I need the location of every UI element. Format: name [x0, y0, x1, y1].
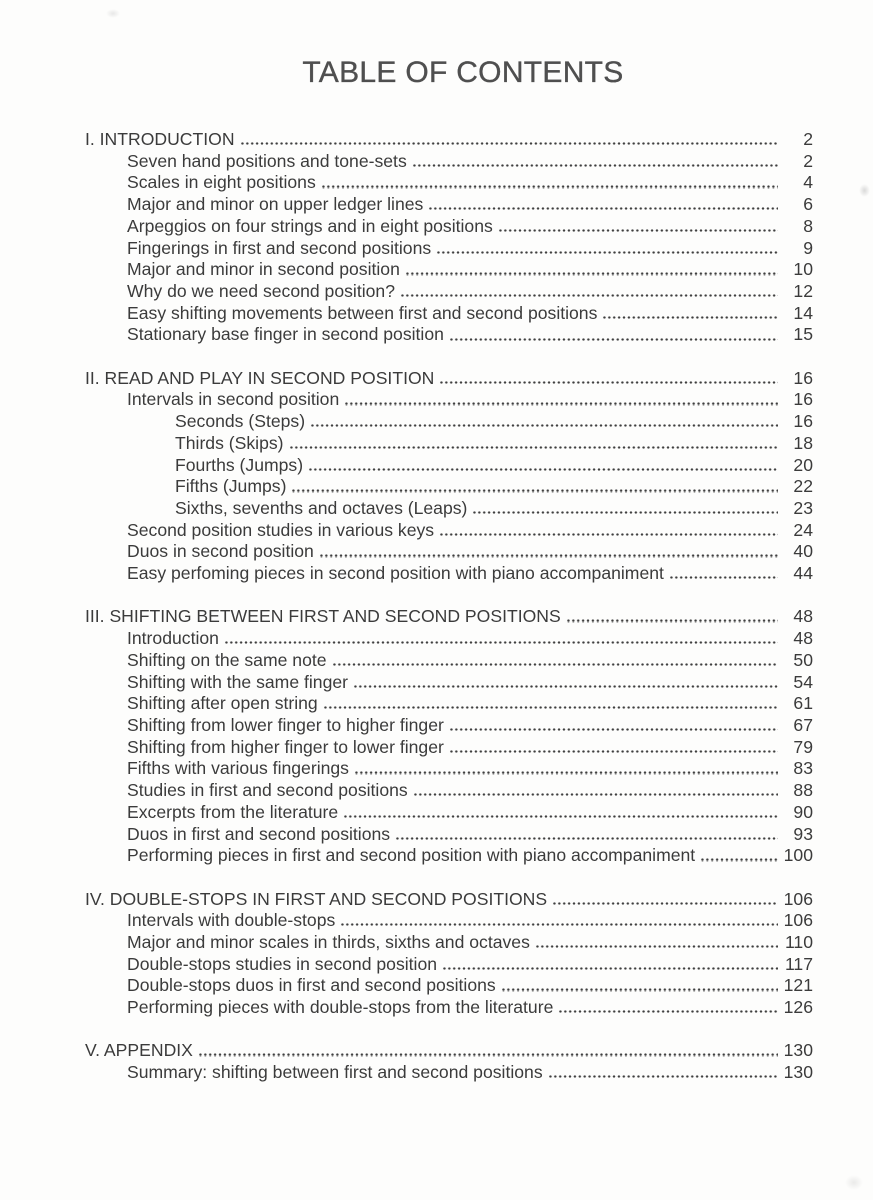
toc-entry-label: Shifting with the same finger: [127, 671, 349, 692]
toc-entry-page-number: 2: [803, 150, 813, 171]
dot-leader: [449, 750, 778, 753]
toc-entry-page-number: 88: [793, 780, 813, 801]
dot-leader: [442, 967, 778, 970]
toc-entry: [85, 476, 813, 498]
dot-leader: [198, 1053, 778, 1056]
toc-entry-page-number: 12: [793, 281, 813, 302]
toc-section-heading-label: II. READ AND PLAY IN SECOND POSITION: [85, 367, 435, 388]
dot-leader: [449, 338, 778, 341]
toc-entry: [85, 520, 813, 542]
toc-entry: [85, 672, 813, 694]
dot-leader: [535, 945, 778, 948]
toc-entry-page-number: 15: [793, 324, 813, 345]
toc-entry-label: Excerpts from the literature: [127, 801, 339, 822]
dot-leader: [602, 316, 778, 319]
dot-leader: [353, 685, 778, 688]
dot-leader: [548, 1075, 778, 1078]
toc-entry-label: Double-stops duos in first and second positions: [127, 975, 496, 996]
dot-leader: [669, 576, 778, 579]
toc-entry: [85, 628, 813, 650]
toc-entry-page-number: 4: [803, 172, 813, 193]
dot-leader: [343, 815, 778, 818]
dot-leader: [321, 185, 778, 188]
toc-entry: [85, 845, 813, 867]
toc-entry-page-number: 6: [803, 194, 813, 215]
toc-entry: [85, 932, 813, 954]
dot-leader: [700, 858, 778, 861]
toc-entry-page-number: 20: [793, 454, 813, 475]
toc-entry: [85, 954, 813, 976]
toc-entry-label: Intervals in second position: [127, 389, 340, 410]
dot-leader: [340, 923, 778, 926]
toc-entry: [85, 758, 813, 780]
dot-leader: [413, 793, 778, 796]
toc-section-heading-label: V. APPENDIX: [85, 1040, 193, 1061]
toc-entry-page-number: 100: [783, 845, 813, 866]
dot-leader: [308, 468, 778, 471]
dot-leader: [412, 164, 778, 167]
toc-entry-page-number: 18: [793, 432, 813, 453]
toc-entry-label: Why do we need second position?: [127, 281, 395, 302]
dot-leader: [428, 207, 778, 210]
toc-entry: [85, 997, 813, 1019]
dot-leader: [323, 706, 778, 709]
toc-entry-page-number: 40: [793, 541, 813, 562]
toc-entry: [85, 737, 813, 759]
toc-entry-page-number: 16: [793, 389, 813, 410]
toc-entry-page-number: 10: [793, 259, 813, 280]
toc-entry: [85, 389, 813, 411]
toc-entry: [85, 433, 813, 455]
toc-entry-label: Shifting on the same note: [127, 649, 327, 670]
toc-entry: [85, 650, 813, 672]
toc-entry: [85, 693, 813, 715]
toc-section: [85, 606, 813, 867]
dot-leader: [439, 381, 778, 384]
toc-entry-page-number: 16: [793, 411, 813, 432]
toc-list: [85, 129, 813, 1084]
dot-leader: [449, 728, 778, 731]
dot-leader: [240, 142, 778, 145]
toc-section-heading-label: IV. DOUBLE-STOPS IN FIRST AND SECOND POSITIONS: [85, 888, 548, 909]
toc-entry-label: Thirds (Skips): [175, 432, 284, 453]
toc-entry-label: Duos in second position: [127, 541, 314, 562]
dot-leader: [319, 554, 778, 557]
toc-entry: [85, 910, 813, 932]
toc-section-heading-page-number: 130: [783, 1040, 813, 1061]
toc-entry-page-number: 48: [793, 628, 813, 649]
toc-entry-page-number: 61: [793, 693, 813, 714]
dot-leader: [224, 641, 778, 644]
toc-entry: [85, 802, 813, 824]
dot-leader: [344, 402, 778, 405]
toc-entry: [85, 975, 813, 997]
toc-entry-page-number: 54: [793, 671, 813, 692]
toc-entry: [85, 715, 813, 737]
toc-entry-label: Performing pieces in first and second position with piano accompaniment: [127, 845, 696, 866]
toc-section-heading: [85, 1040, 813, 1062]
toc-entry-label: Stationary base finger in second position: [127, 324, 444, 345]
toc-entry: [85, 824, 813, 846]
toc-entry: [85, 238, 813, 260]
dot-leader: [436, 251, 778, 254]
toc-entry: [85, 172, 813, 194]
scan-artifact: [106, 9, 120, 18]
toc-entry: [85, 1062, 813, 1084]
toc-entry-label: Performing pieces with double-stops from the literature: [127, 997, 554, 1018]
scan-artifact: [845, 1175, 863, 1190]
toc-entry-label: Duos in first and second positions: [127, 823, 391, 844]
toc-entry-page-number: 93: [793, 823, 813, 844]
dot-leader: [354, 771, 778, 774]
toc-section-heading-page-number: 48: [793, 606, 813, 627]
toc-section-heading-page-number: 16: [793, 367, 813, 388]
toc-entry-label: Scales in eight positions: [127, 172, 316, 193]
toc-entry-label: Studies in first and second positions: [127, 780, 408, 801]
toc-entry-page-number: 106: [783, 910, 813, 931]
toc-section-heading: [85, 606, 813, 628]
toc-section: [85, 368, 813, 585]
page-title: TABLE OF CONTENTS: [302, 56, 624, 89]
toc-section-heading-page-number: 106: [783, 888, 813, 909]
toc-entry-label: Summary: shifting between first and second positions: [127, 1062, 543, 1083]
toc-entry-label: Introduction: [127, 628, 219, 649]
toc-entry-label: Shifting from lower finger to higher finger: [127, 714, 444, 735]
toc-section: [85, 129, 813, 346]
dot-leader: [472, 511, 778, 514]
toc-entry: [85, 563, 813, 585]
toc-section-heading-label: III. SHIFTING BETWEEN FIRST AND SECOND POSITIONS: [85, 606, 561, 627]
dot-leader: [289, 446, 778, 449]
toc-entry: [85, 259, 813, 281]
dot-leader: [501, 988, 778, 991]
toc-entry: [85, 780, 813, 802]
toc-entry: [85, 216, 813, 238]
toc-entry-page-number: 44: [793, 563, 813, 584]
dot-leader: [405, 272, 778, 275]
toc-section-heading: [85, 368, 813, 390]
toc-entry-label: Second position studies in various keys: [127, 519, 435, 540]
toc-entry: [85, 455, 813, 477]
toc-entry-page-number: 110: [784, 931, 813, 952]
toc-entry-page-number: 8: [803, 215, 813, 236]
toc-entry-label: Double-stops studies in second position: [127, 953, 438, 974]
toc-entry-page-number: 22: [793, 476, 813, 497]
toc-section: [85, 1040, 813, 1083]
toc-entry-label: Shifting after open string: [127, 693, 318, 714]
toc-entry: [85, 541, 813, 563]
toc-entry-label: Easy shifting movements between first and second positions: [127, 302, 598, 323]
toc-entry-page-number: 67: [793, 714, 813, 735]
toc-entry-label: Major and minor on upper ledger lines: [127, 194, 424, 215]
toc-entry-page-number: 90: [793, 801, 813, 822]
dot-leader: [439, 533, 778, 536]
dot-leader: [291, 489, 778, 492]
toc-section-heading-page-number: 2: [803, 129, 813, 149]
toc-entry-label: Fingerings in first and second positions: [127, 237, 432, 258]
toc-entry-label: Seconds (Steps): [175, 411, 306, 432]
toc-entry-label: Intervals with double-stops: [127, 910, 336, 931]
toc-entry-page-number: 14: [793, 302, 813, 323]
toc-entry: [85, 498, 813, 520]
dot-leader: [498, 229, 778, 232]
toc-entry-label: Seven hand positions and tone-sets: [127, 150, 407, 171]
toc-entry: [85, 303, 813, 325]
toc-entry: [85, 194, 813, 216]
dot-leader: [332, 663, 778, 666]
toc-section: [85, 889, 813, 1019]
toc-section-heading: [85, 129, 813, 151]
toc-entry-page-number: 50: [793, 649, 813, 670]
toc-entry-page-number: 83: [793, 758, 813, 779]
scan-artifact: [859, 184, 870, 197]
toc-entry-label: Fifths with various fingerings: [127, 758, 349, 779]
toc-entry-page-number: 23: [793, 498, 813, 518]
toc-entry-page-number: 79: [793, 736, 813, 757]
toc-entry-page-number: 117: [784, 953, 813, 974]
toc-entry-page-number: 121: [783, 975, 813, 996]
toc-entry-page-number: 24: [793, 519, 813, 540]
toc-entry-label: Shifting from higher finger to lower finger: [127, 736, 444, 757]
dot-leader: [395, 837, 778, 840]
toc-entry-page-number: 126: [783, 997, 813, 1018]
toc-section-heading-label: I. INTRODUCTION: [85, 129, 235, 149]
toc-entry: [85, 324, 813, 346]
toc-entry-label: Major and minor scales in thirds, sixths and octaves: [127, 931, 530, 952]
dot-leader: [552, 902, 778, 905]
toc-entry-page-number: 9: [803, 237, 813, 258]
toc-entry-label: Arpeggios on four strings and in eight positions: [127, 215, 493, 236]
dot-leader: [558, 1010, 778, 1013]
toc-entry: [85, 281, 813, 303]
dot-leader: [566, 619, 778, 622]
toc-entry-label: Sixths, sevenths and octaves (Leaps): [175, 498, 468, 518]
toc-entry: [85, 151, 813, 173]
dot-leader: [400, 294, 778, 297]
toc-entry: [85, 411, 813, 433]
toc-entry-label: Fourths (Jumps): [175, 454, 304, 475]
toc-entry-label: Easy perfoming pieces in second position with piano accompaniment: [127, 563, 664, 584]
toc-entry-label: Fifths (Jumps): [175, 476, 287, 497]
toc-entry-label: Major and minor in second position: [127, 259, 400, 280]
toc-entry-page-number: 130: [783, 1062, 813, 1083]
dot-leader: [310, 424, 778, 427]
toc-section-heading: [85, 889, 813, 911]
